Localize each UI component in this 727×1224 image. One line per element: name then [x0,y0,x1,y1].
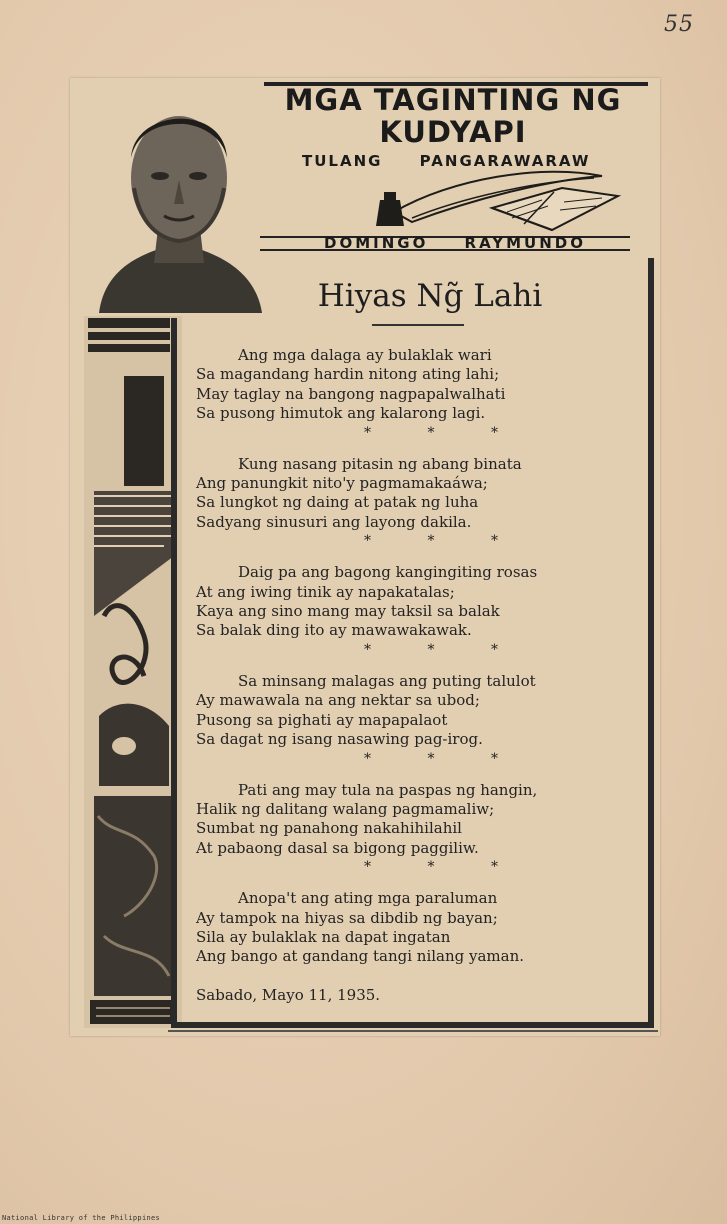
masthead-subtitle: TULANG PANGARAWARAW [302,152,591,170]
author-banner [260,233,630,253]
page-number: 55 [664,12,694,37]
author-portrait [94,78,264,313]
stanza-3 [196,563,636,641]
poem-line: Daig pa ang bagong kangingiting rosas [238,563,538,582]
frame-right-border [648,258,654,1028]
poem-line: Ay mawawala na ang nektar sa ubod; [196,691,480,710]
poem-line: Anopa't ang ating mga paraluman [238,889,498,908]
poem-line: May taglay na bangong nagpapalwalhati [196,384,506,403]
poem-line: Sa dagat ng isang nasawing pag-irog. [196,730,483,749]
stanza-2 [196,455,636,533]
poem-line: Sila ay bulaklak na dapat ingatan [196,927,451,946]
newspaper-clipping [70,78,660,1036]
quill-book-illustration [302,168,638,238]
poem-line: At ang iwing tinik ay napakatalas; [196,582,455,601]
poem-line: Kung nasang pitasin ng abang binata [238,454,522,473]
poem-line: Kaya ang sino mang may taksil sa balak [196,602,500,621]
poem-line: Pusong sa pighati ay mapapalaot [196,710,448,729]
poem-line: Halik ng dalitang walang pagmamaliw; [196,799,495,818]
masthead-title-line2: KUDYAPI [379,115,527,149]
poem-line: Ang panungkit nito'y pagmamakaáwa; [196,474,488,493]
poem-line: Sa lungkot ng daing at patak ng luha [196,493,479,512]
poem-line: Sa minsang malagas ang puting talulot [238,671,536,690]
stanza-1 [196,346,636,424]
decorative-side-illustration [84,316,182,1028]
stanza-separator: * * * [364,859,524,876]
poem-line: Ang mga dalaga ay bulaklak wari [238,346,492,364]
masthead-title-line1: MGA TAGINTING NG [284,83,622,117]
author-name: DOMINGO RAYMUNDO [324,234,586,252]
stanza-5 [196,781,636,859]
frame-left-border [171,318,177,1028]
poem-line: Sadyang sinusuri ang layong dakila. [196,512,472,531]
stanza-separator: * * * [364,641,524,658]
poem-title-rule [372,324,464,326]
poem-line: Sa magandang hardin nitong ating lahi; [196,365,500,384]
poem-line: Pati ang may tula na paspas ng hangin, [238,780,538,799]
poem-line: Ang bango at gandang tangi nilang yaman. [196,947,525,966]
stanza-4 [196,672,636,750]
poem-line: Sa balak ding ito ay mawawakawak. [196,621,472,640]
frame-bottom-border [171,1022,654,1028]
poem-line: Ay tampok na hiyas sa dibdib ng bayan; [196,908,498,927]
stanza-separator: * * * [364,424,524,441]
stanza-6 [196,889,636,967]
poem-title: Hiyas Ng̃ Lahi [317,278,543,314]
stanza-separator: * * * [364,750,524,767]
poem-line: Sa pusong himutok ang kalarong lagi. [196,404,486,423]
frame-bottom-rule [168,1030,658,1032]
poem-dateline: Sabado, Mayo 11, 1935. [196,986,381,1004]
library-footer: National Library of the Philippines [2,1214,161,1222]
masthead-title [248,84,658,148]
stanza-separator: * * * [364,533,524,550]
poem-line: Sumbat ng panahong nakahihilahil [196,819,462,838]
poem-line: At pabaong dasal sa bigong paggiliw. [196,838,479,857]
poem-body [196,346,636,967]
